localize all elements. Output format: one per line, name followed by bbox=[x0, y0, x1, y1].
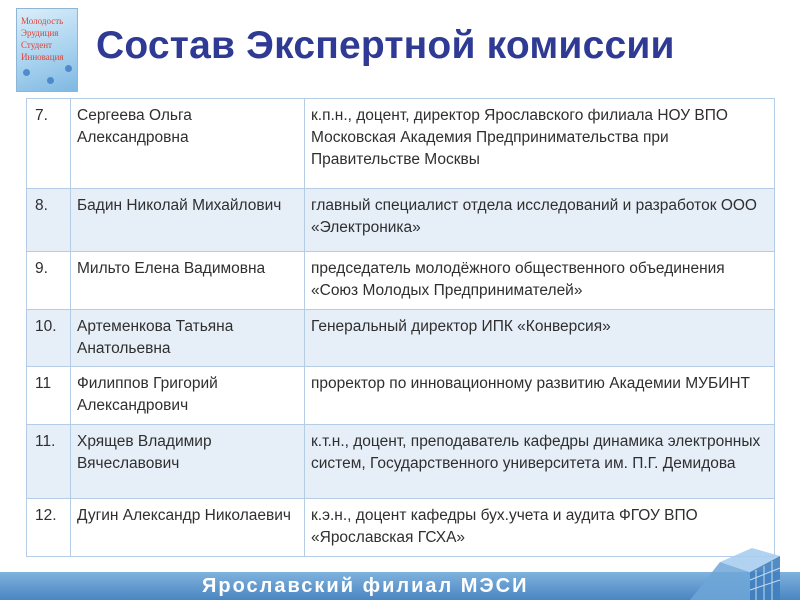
footer-text: Ярославский филиал МЭСИ bbox=[202, 575, 529, 597]
table-row bbox=[27, 189, 775, 252]
table-row bbox=[27, 99, 775, 189]
logo bbox=[16, 8, 78, 92]
member-position: проректор по инновационному развитию Академии МУБИНТ bbox=[305, 367, 775, 425]
building-decoration-icon bbox=[680, 548, 790, 600]
row-number: 12. bbox=[27, 499, 71, 557]
row-number: 9. bbox=[27, 252, 71, 310]
member-position: Генеральный директор ИПК «Конверсия» bbox=[305, 310, 775, 367]
member-name: Бадин Николай Михайлович bbox=[71, 189, 305, 252]
table-row bbox=[27, 499, 775, 557]
logo-molecule-icon bbox=[65, 65, 72, 72]
row-number: 11 bbox=[27, 367, 71, 425]
logo-molecule-icon bbox=[23, 69, 30, 76]
commission-table bbox=[26, 98, 775, 557]
member-position: к.т.н., доцент, преподаватель кафедры динамика электронных систем, Государственного университета им. П.Г. Демидова bbox=[305, 425, 775, 499]
member-position: к.п.н., доцент, директор Ярославского филиала НОУ ВПО Московская Академия Предпринимательства при Правительстве Москвы bbox=[305, 99, 775, 189]
member-name: Хрящев Владимир Вячеславович bbox=[71, 425, 305, 499]
row-number: 10. bbox=[27, 310, 71, 367]
member-name: Сергеева Ольга Александровна bbox=[71, 99, 305, 189]
row-number: 8. bbox=[27, 189, 71, 252]
logo-molecule-icon bbox=[47, 77, 54, 84]
member-name: Артеменкова Татьяна Анатольевна bbox=[71, 310, 305, 367]
member-name: Дугин Александр Николаевич bbox=[71, 499, 305, 557]
table-row bbox=[27, 310, 775, 367]
logo-line: Молодость bbox=[21, 16, 64, 26]
table-row bbox=[27, 425, 775, 499]
row-number: 7. bbox=[27, 99, 71, 189]
table-row bbox=[27, 367, 775, 425]
row-number: 11. bbox=[27, 425, 71, 499]
member-position: к.э.н., доцент кафедры бух.учета и аудита ФГОУ ВПО «Ярославская ГСХА» bbox=[305, 499, 775, 557]
logo-line: Эрудиция bbox=[21, 28, 59, 38]
member-position: главный специалист отдела исследований и разработок ООО «Электроника» bbox=[305, 189, 775, 252]
member-name: Филиппов Григорий Александрович bbox=[71, 367, 305, 425]
member-name: Мильто Елена Вадимовна bbox=[71, 252, 305, 310]
member-position: председатель молодёжного общественного объединения «Союз Молодых Предпринимателей» bbox=[305, 252, 775, 310]
logo-line: Инновация bbox=[21, 52, 64, 62]
page-title: Состав Экспертной комиссии bbox=[96, 24, 675, 67]
logo-line: Студент bbox=[21, 40, 52, 50]
table-row bbox=[27, 252, 775, 310]
